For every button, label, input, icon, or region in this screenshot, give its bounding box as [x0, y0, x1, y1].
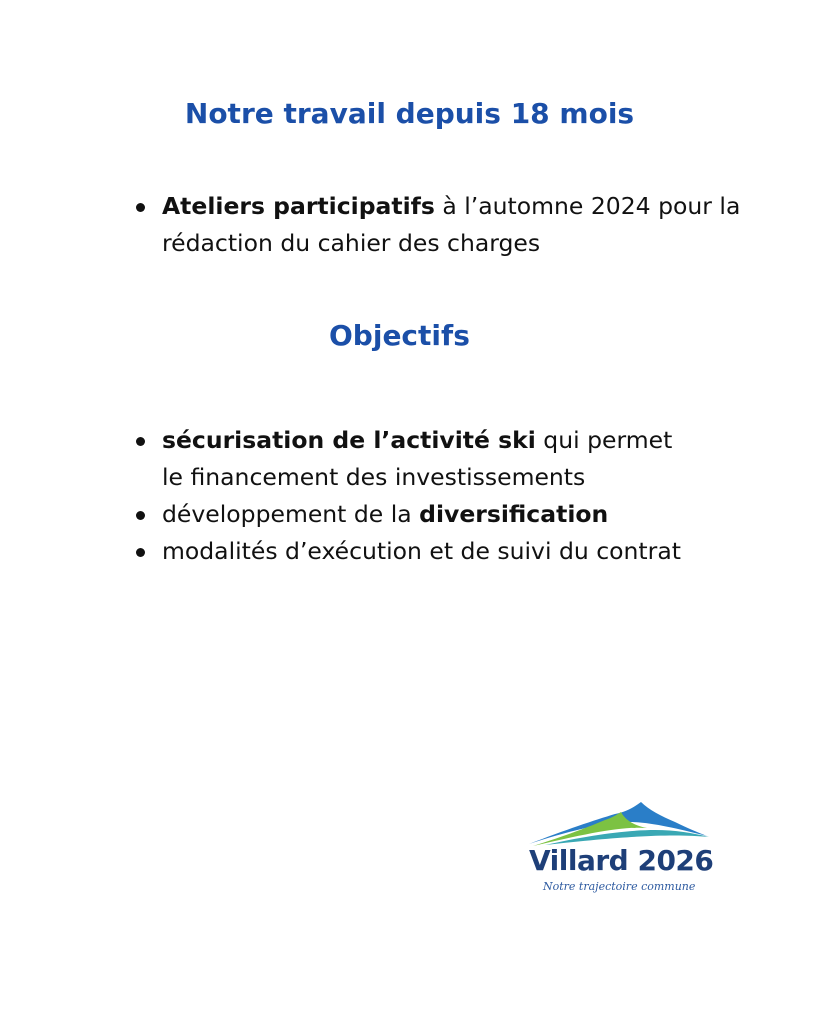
bold-text: diversification	[419, 500, 609, 528]
section-title-objectifs: Objectifs	[329, 319, 470, 352]
travail-list	[136, 188, 796, 262]
list-item	[136, 496, 796, 533]
list-item	[136, 188, 796, 262]
item-text: qui permet	[535, 426, 673, 454]
bold-text: sécurisation de l’activité ski	[162, 426, 536, 454]
logo-name: Villard 2026	[529, 844, 714, 877]
item-text: modalités d’exécution et de suivi du contrat	[162, 537, 681, 565]
objectifs-list	[136, 422, 796, 570]
item-text: à l’automne 2024 pour la rédaction du cahier des charges	[162, 192, 741, 257]
list-item	[136, 422, 796, 496]
item-text-line2: le financement des investissements	[162, 463, 586, 491]
item-text: développement de la	[162, 500, 420, 528]
logo-tagline: Notre trajectoire commune	[543, 880, 696, 893]
bold-text: Ateliers participatifs	[162, 192, 435, 220]
section-title-travail: Notre travail depuis 18 mois	[184, 97, 635, 130]
villard-2026-logo	[525, 800, 715, 905]
mountain-icon	[525, 800, 715, 850]
list-item	[136, 533, 796, 570]
